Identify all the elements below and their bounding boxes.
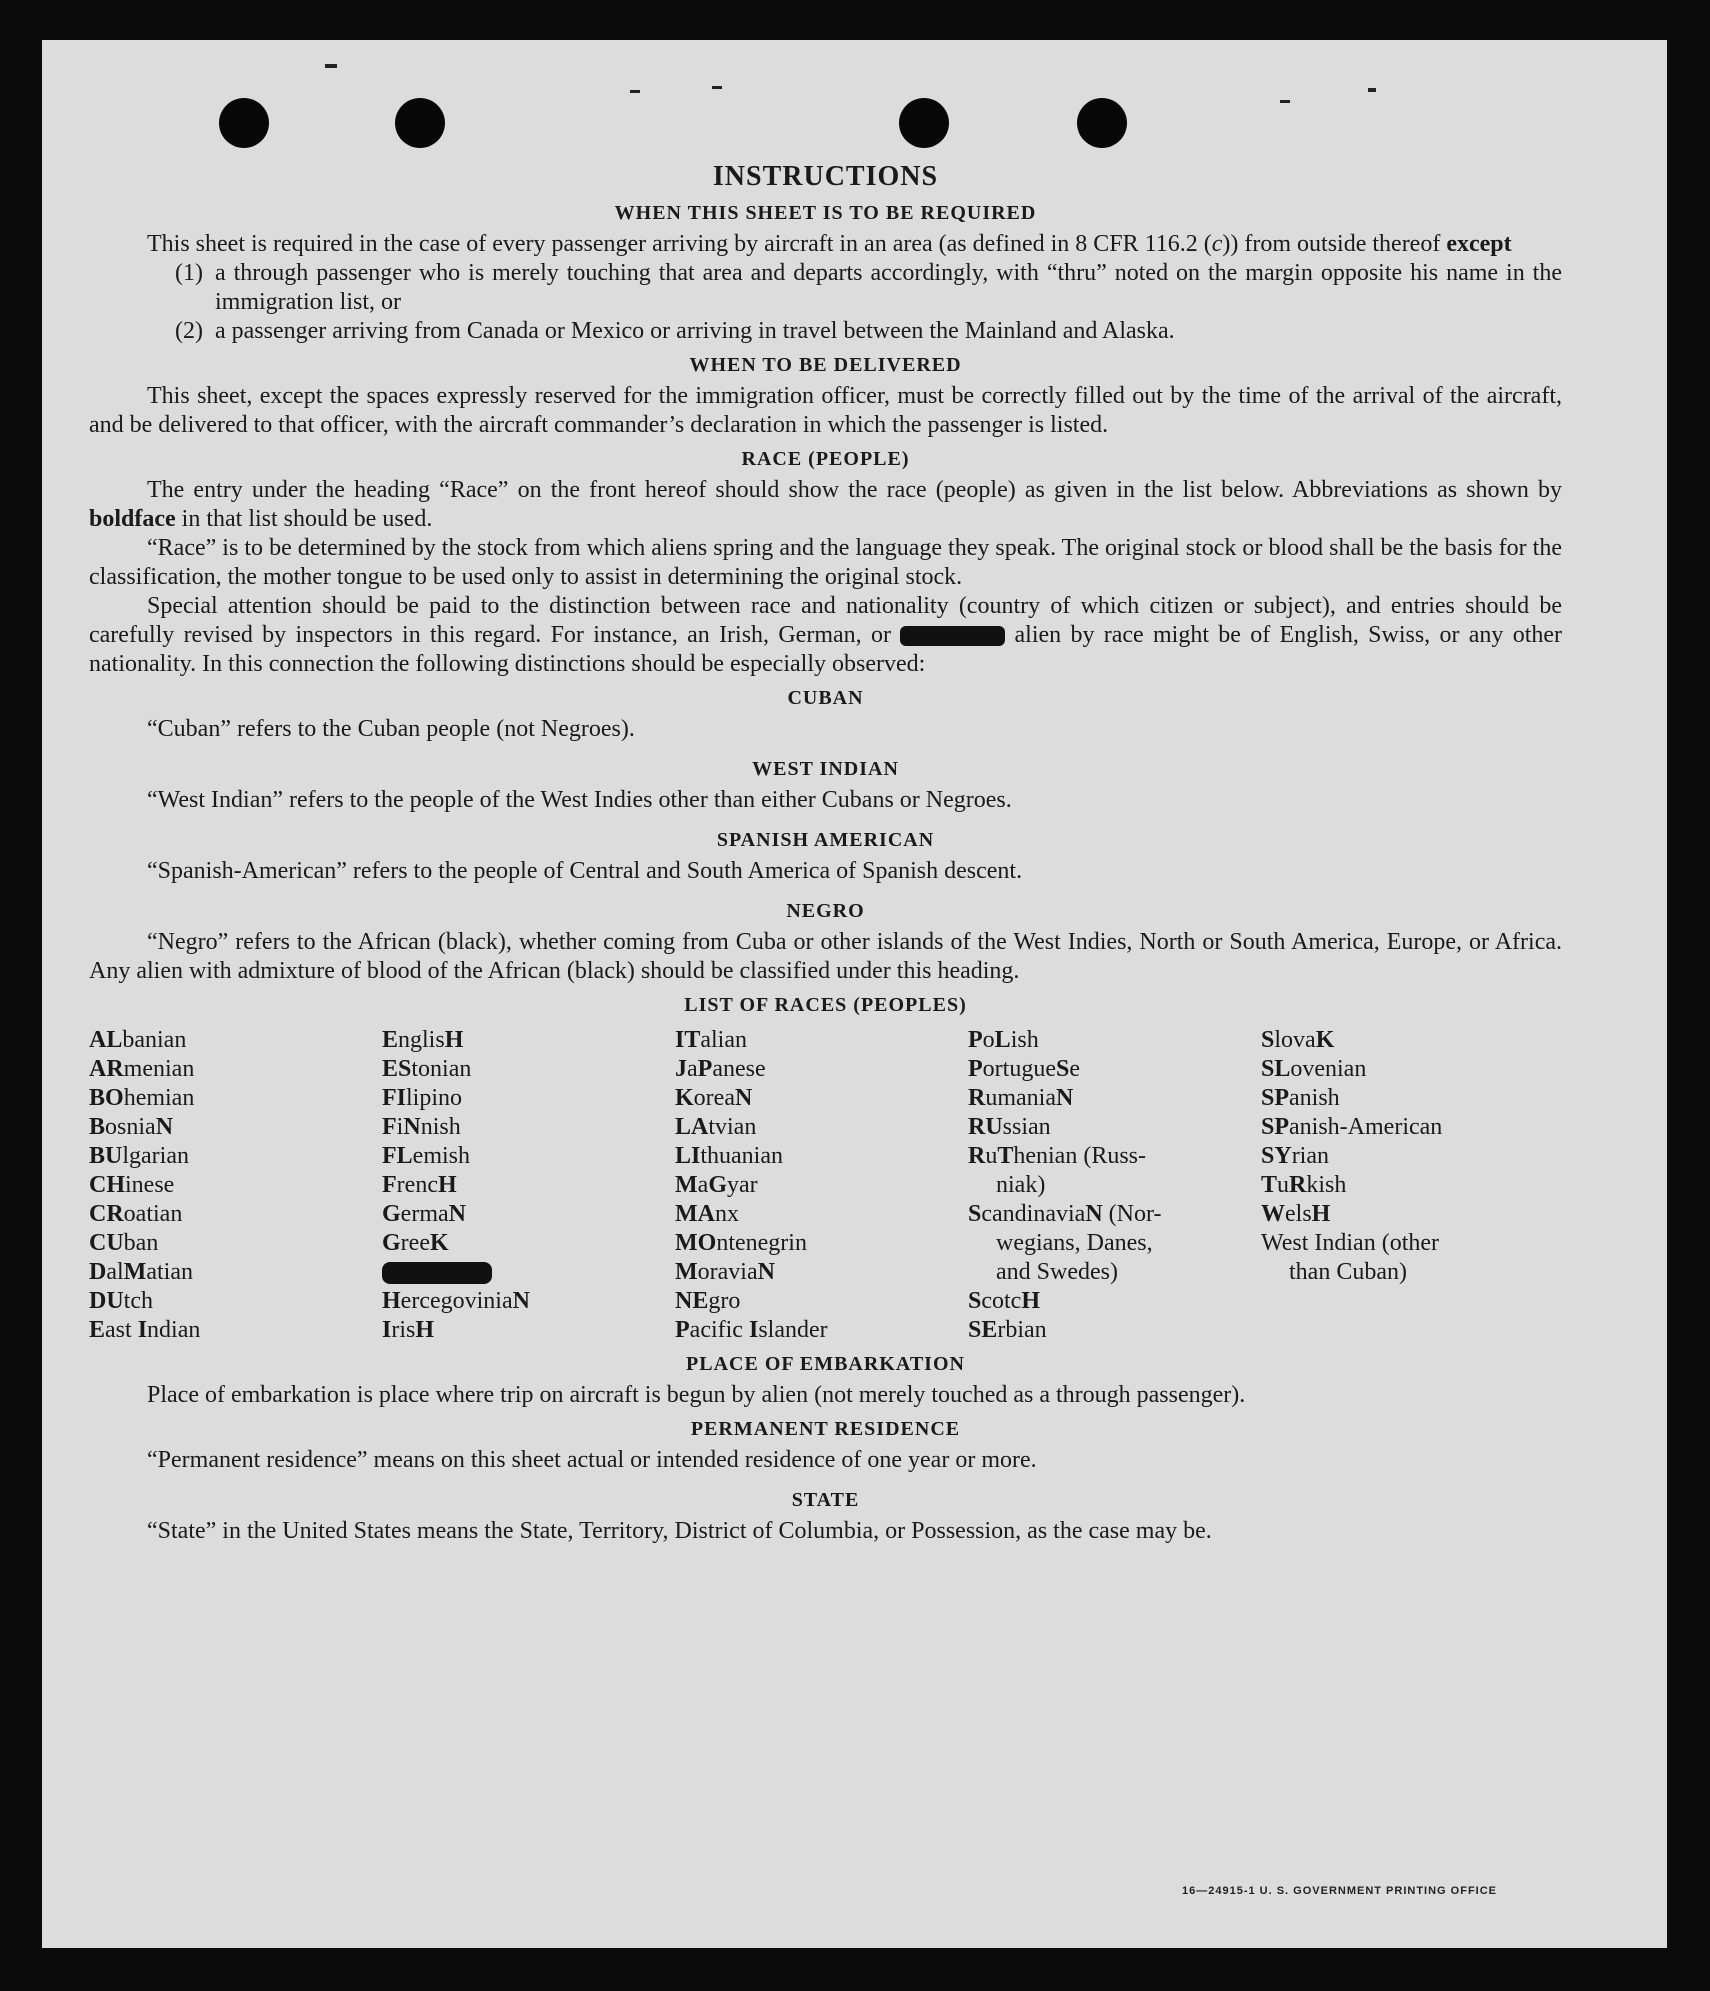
- race-entry: East Indian: [89, 1317, 201, 1343]
- race-entry: CHinese: [89, 1172, 175, 1198]
- race-entry: wegians, Danes,: [996, 1230, 1153, 1256]
- intro-except: except: [1446, 231, 1512, 257]
- race-entry: CUban: [89, 1230, 159, 1256]
- race-entry: niak): [996, 1172, 1046, 1198]
- race-entry: MAnx: [675, 1201, 739, 1227]
- race-entry: SlovaK: [1261, 1027, 1335, 1053]
- heading-when-required: WHEN THIS SHEET IS TO BE REQUIRED: [614, 202, 1037, 224]
- race-column: [968, 1026, 1261, 1345]
- delivered-text: This sheet, except the spaces expressly reserved for the immigration officer, must be correctly filled out by the time of the arrival of the aircraft, and be delivered to that officer, with the aircraft commander’s declaration in which the passenger is listed.: [89, 383, 1562, 438]
- race-entry: SLovenian: [1261, 1056, 1367, 1082]
- intro-text: This sheet is required in the case of every passenger arriving by aircraft in an area (as defined in 8 CFR 116.2 (: [147, 231, 1212, 257]
- west-indian-text: “West Indian” refers to the people of the West Indies other than either Cubans or Negroes.: [147, 787, 1012, 813]
- speck: [325, 64, 337, 68]
- race-entry: BosniaN: [89, 1114, 174, 1140]
- item-number: (1): [175, 260, 203, 286]
- required-intro: [89, 230, 1562, 259]
- race-entry: SPanish: [1261, 1085, 1340, 1111]
- race-entry: CRoatian: [89, 1201, 183, 1227]
- race-entry: ALbanian: [89, 1027, 187, 1053]
- race-entry: Pacific Islander: [675, 1317, 828, 1343]
- race-entry: RumaniaN: [968, 1085, 1074, 1111]
- race-entry: BUlgarian: [89, 1143, 189, 1169]
- heading-race: RACE (PEOPLE): [741, 448, 910, 470]
- race-entry: RuThenian (Russ-: [968, 1143, 1147, 1169]
- residence-text: “Permanent residence” means on this sheet actual or intended residence of one year or more.: [147, 1447, 1037, 1473]
- race-entry: SPanish-American: [1261, 1114, 1443, 1140]
- heading-negro: NEGRO: [786, 900, 865, 922]
- race-paragraph-1: [89, 476, 1562, 534]
- race-column: [675, 1026, 968, 1345]
- cuban-text: “Cuban” refers to the Cuban people (not Negroes).: [147, 716, 635, 742]
- punch-hole: [899, 98, 949, 148]
- spanish-american-text: “Spanish-American” refers to the people of Central and South America of Spanish descent.: [147, 858, 1023, 884]
- race-entry: MaGyar: [675, 1172, 758, 1198]
- race-entry: WelsH: [1261, 1201, 1331, 1227]
- punch-hole: [395, 98, 445, 148]
- race-entry: West Indian (other: [1261, 1230, 1440, 1256]
- race-entry: EnglisH: [382, 1027, 464, 1053]
- race-entry: LAtvian: [675, 1114, 757, 1140]
- page-title: INSTRUCTIONS: [712, 161, 939, 192]
- speck: [1280, 100, 1290, 103]
- race-entry: IrisH: [382, 1317, 435, 1343]
- speck: [1368, 88, 1376, 92]
- race-entry: ScotcH: [968, 1288, 1041, 1314]
- race-entry: GermaN: [382, 1201, 466, 1227]
- race-entry: SYrian: [1261, 1143, 1329, 1169]
- race-entry: DalMatian: [89, 1259, 193, 1285]
- race-entry: FrencH: [382, 1172, 457, 1198]
- race-entry: FLemish: [382, 1143, 470, 1169]
- heading-when-delivered: WHEN TO BE DELIVERED: [689, 354, 962, 376]
- race-entry: TuRkish: [1261, 1172, 1347, 1198]
- race-text: Special attention should be paid to the distinction between race and nationality (country of which citizen or subject), and entries should be carefully revised by inspectors in this regard. For instance, an Irish, German, or: [89, 593, 1562, 648]
- item-number: (2): [175, 318, 203, 344]
- race-entry: MoraviaN: [675, 1259, 775, 1285]
- heading-state: STATE: [791, 1489, 860, 1511]
- race-paragraph-2: “Race” is to be determined by the stock from which aliens spring and the language they speak. The original stock or blood shall be the basis for the classification, the mother tongue to be used only to assist in determining the original stock.: [89, 535, 1562, 590]
- race-text-2: in that list should be used.: [175, 506, 433, 532]
- race-paragraph-3: [89, 592, 1562, 679]
- race-entry: FIlipino: [382, 1085, 463, 1111]
- instructions-body: [89, 160, 1562, 1546]
- race-entry: and Swedes): [996, 1259, 1118, 1285]
- printer-imprint: 16—24915-1 U. S. GOVERNMENT PRINTING OFFICE: [1182, 1885, 1498, 1897]
- race-entry: PoLish: [968, 1027, 1039, 1053]
- item-text: a passenger arriving from Canada or Mexico or arriving in travel between the Mainland and Alaska.: [215, 318, 1175, 344]
- redaction-mark: [382, 1262, 492, 1284]
- punch-hole: [1077, 98, 1127, 148]
- race-column: [89, 1026, 382, 1345]
- intro-c: c: [1211, 231, 1223, 257]
- race-entry: PortugueSe: [968, 1056, 1080, 1082]
- race-entry: GreeK: [382, 1230, 449, 1256]
- embarkation-text: Place of embarkation is place where trip on aircraft is begun by alien (not merely touched as a through passenger).: [147, 1382, 1246, 1408]
- punch-hole: [219, 98, 269, 148]
- document-sheet: [42, 40, 1667, 1948]
- heading-west-indian: WEST INDIAN: [752, 758, 899, 780]
- race-entry: MOntenegrin: [675, 1230, 807, 1256]
- speck: [630, 90, 640, 93]
- exception-item-1: [89, 259, 1562, 317]
- item-text: a through passenger who is merely touching that area and departs accordingly, with “thru” noted on the margin opposite his name in the immigration list, or: [215, 260, 1562, 315]
- race-column: [1261, 1026, 1554, 1345]
- state-text: “State” in the United States means the State, Territory, District of Columbia, or Possession, as the case may be.: [147, 1518, 1212, 1544]
- race-column: [382, 1026, 675, 1345]
- heading-cuban: CUBAN: [787, 687, 864, 709]
- race-entry: HercegoviniaN: [382, 1288, 530, 1314]
- intro-text-2: )) from outside thereof: [1222, 231, 1447, 257]
- race-boldface: boldface: [89, 506, 176, 532]
- negro-text: “Negro” refers to the African (black), whether coming from Cuba or other islands of the West Indies, North or South America, Europe, or Africa. Any alien with admixture of blood of the African (black) should be classified under this heading.: [89, 929, 1562, 984]
- race-entry: ITalian: [675, 1027, 747, 1053]
- race-entry: than Cuban): [1289, 1259, 1407, 1285]
- redaction-mark: [900, 626, 1005, 646]
- race-entry: SErbian: [968, 1317, 1047, 1343]
- speck: [712, 86, 722, 89]
- heading-embarkation: PLACE OF EMBARKATION: [686, 1353, 965, 1375]
- race-entry: LIthuanian: [675, 1143, 783, 1169]
- race-entry: DUtch: [89, 1288, 153, 1314]
- race-entry: BOhemian: [89, 1085, 195, 1111]
- race-entry: ScandinaviaN (Nor-: [968, 1201, 1162, 1227]
- heading-permanent-residence: PERMANENT RESIDENCE: [690, 1418, 961, 1440]
- race-entry: RUssian: [968, 1114, 1051, 1140]
- race-entry: [382, 1258, 675, 1287]
- race-entry: FiNnish: [382, 1114, 461, 1140]
- race-entry: EStonian: [382, 1056, 472, 1082]
- heading-spanish-american: SPANISH AMERICAN: [716, 829, 935, 851]
- race-entry: NEgro: [675, 1288, 741, 1314]
- exception-item-2: [89, 317, 1562, 346]
- race-list: [89, 1026, 1562, 1345]
- heading-list-of-races: LIST OF RACES (PEOPLES): [684, 994, 967, 1016]
- race-text: The entry under the heading “Race” on the front hereof should show the race (people) as given in the list below. Abbreviations as shown by: [147, 477, 1562, 503]
- race-entry: KoreaN: [675, 1085, 753, 1111]
- race-entry: JaPanese: [675, 1056, 766, 1082]
- race-text-2: alien by race might be of English, Swiss, or any other nationality. In this connection the following distinctions should be especially observed:: [89, 622, 1563, 677]
- race-entry: ARmenian: [89, 1056, 195, 1082]
